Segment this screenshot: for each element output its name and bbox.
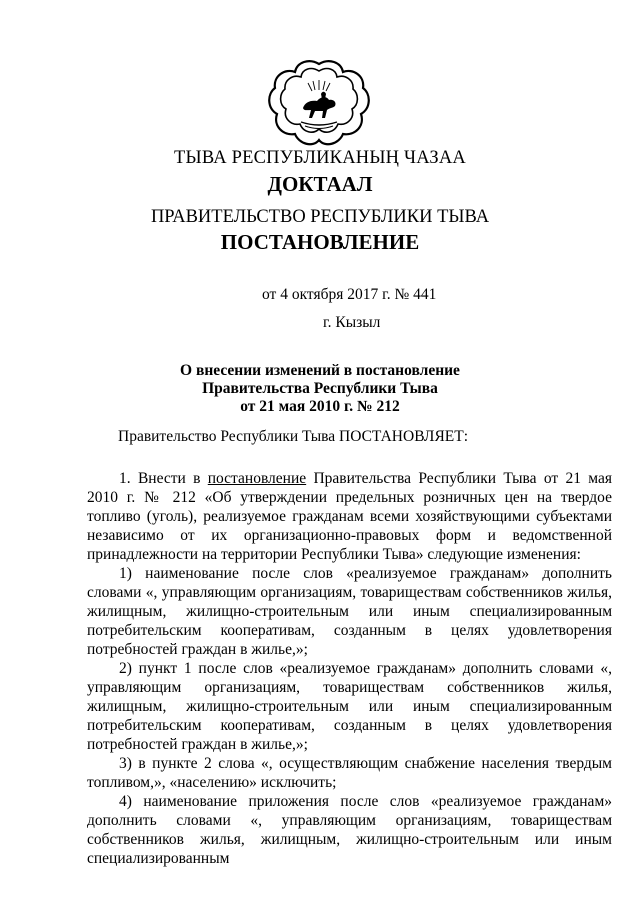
- document-title-line-2: Правительства Республики Тыва: [202, 380, 438, 397]
- paragraph-1-text: Правительства Республики Тыва от 21 мая 2010 г. № 212 «Об утверждении предельных розничных цен на твердое топливо (уголь), реализуемое гражданам всеми хозяйствующими субъектами независимо от их организационно-правовых форм и ведомственной принадлежности на территории Республики Тыва» следующие изменения:: [87, 470, 612, 563]
- tuvan-doc-type: ДОКТААЛ: [267, 172, 373, 196]
- paragraph-1: [87, 469, 612, 564]
- government-name: ПРАВИТЕЛЬСТВО РЕСПУБЛИКИ ТЫВА: [150, 207, 490, 227]
- paragraph-item-3: 3) в пункте 2 слова «, осуществляющим снабжение населения твердым топливом,», «населению» исключить;: [87, 755, 612, 791]
- document-body: [87, 469, 612, 868]
- decree-link[interactable]: постановление: [207, 470, 307, 487]
- paragraph-item-4: 4) наименование приложения после слов «реализуемое гражданам» дополнить словами «, управляющим организациям, товариществам собственников жилья, жилищным, жилищно-строительным или иным специализированным: [87, 793, 612, 867]
- document-title-line-3: от 21 мая 2010 г. № 212: [240, 398, 400, 415]
- decree-statement: Правительство Республики Тыва ПОСТАНОВЛЯЕТ:: [118, 428, 469, 445]
- paragraph-item-1: 1) наименование после слов «реализуемое гражданам» дополнить словами «, управляющим организациям, товариществам собственников жилья, жилищным, жилищно-строительным или иным специализированным потребительским кооперативам, созданным в целях удовлетворения потребностей граждан в жилье,»;: [87, 565, 612, 658]
- paragraph-1-prefix: 1. Внести в: [119, 470, 208, 487]
- tuvan-government-name: ТЫВА РЕСПУБЛИКАНЫҢ ЧАЗАА: [174, 148, 466, 168]
- city: г. Кызыл: [323, 314, 381, 331]
- doc-type-heading: ПОСТАНОВЛЕНИЕ: [220, 230, 420, 254]
- document-title-line-1: О внесении изменений в постановление: [180, 362, 460, 379]
- paragraph-item-2: 2) пункт 1 после слов «реализуемое гражданам» дополнить словами «, управляющим организациям, товариществам собственников жилья, жилищным, жилищно-строительным или иным специализированным потребительским кооперативам, созданным в целях удовлетворения потребностей граждан в жилье,»;: [87, 660, 612, 753]
- date-number: от 4 октября 2017 г. № 441: [262, 286, 437, 303]
- coat-of-arms-emblem-icon: [267, 58, 372, 148]
